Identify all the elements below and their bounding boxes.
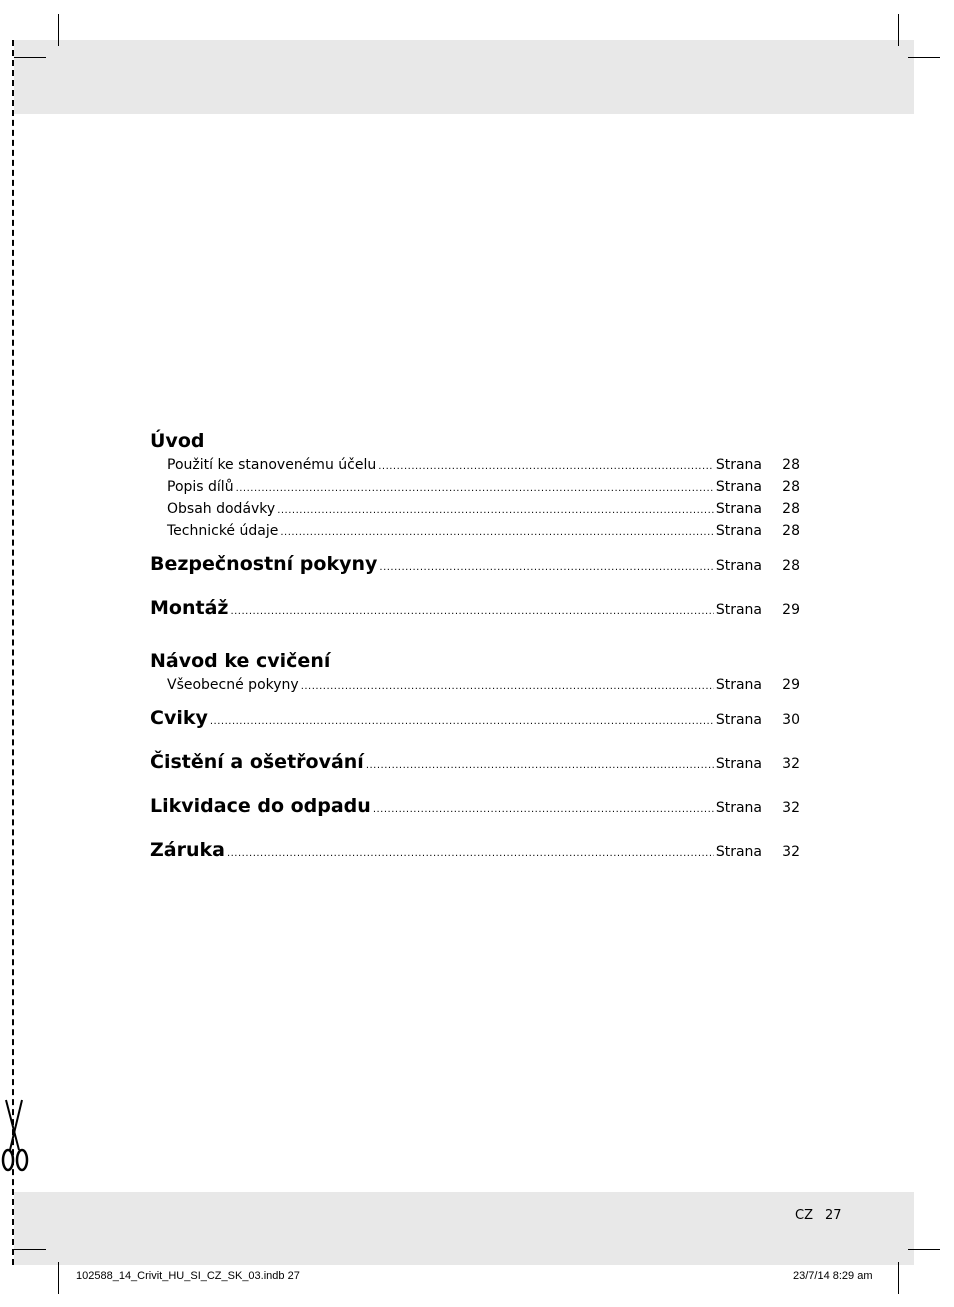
toc-heading-page: 30 (782, 712, 800, 728)
crop-mark (908, 1249, 940, 1250)
toc-entry-title: Použití ke stanovenému účelu (167, 457, 377, 473)
toc-heading-title: Bezpečnostní pokyny (150, 553, 378, 575)
leader-dots (373, 788, 714, 832)
scissors-icon (0, 1098, 30, 1176)
toc-heading-title: Montáž (150, 597, 229, 619)
toc-entry-title: Obsah dodávky (167, 501, 276, 517)
toc-entry-strana: Strana (715, 523, 762, 539)
toc-entry-page: 28 (782, 457, 800, 473)
toc-heading-strana: Strana (715, 602, 762, 618)
toc-heading-strana: Strana (715, 756, 762, 772)
toc-heading-title: Cviky (150, 707, 208, 729)
leader-dots (379, 546, 713, 590)
toc-entry[interactable] (150, 454, 800, 476)
toc-heading-cviky[interactable] (150, 696, 800, 740)
toc-entry-strana: Strana (715, 501, 762, 517)
crop-mark (908, 57, 940, 58)
crop-mark (898, 1262, 899, 1294)
toc-entry-title: Všeobecné pokyny (167, 677, 299, 693)
toc-heading-page: 32 (782, 756, 800, 772)
toc-heading-page: 29 (782, 602, 800, 618)
toc-heading-bezpecnostni-pokyny[interactable] (150, 542, 800, 586)
crop-mark (58, 1262, 59, 1294)
table-of-contents (150, 428, 800, 872)
toc-heading-page: 28 (782, 558, 800, 574)
toc-heading-strana: Strana (715, 844, 762, 860)
toc-entry-title: Popis dílů (167, 479, 234, 495)
toc-heading-strana: Strana (715, 800, 762, 816)
page-folio (795, 1208, 854, 1223)
toc-entry-page: 28 (782, 479, 800, 495)
toc-entry-page: 28 (782, 501, 800, 517)
toc-heading-title: Návod ke cvičení (150, 650, 331, 672)
crop-mark (58, 14, 59, 46)
toc-heading-uvod[interactable] (150, 428, 800, 454)
toc-entry[interactable] (150, 476, 800, 498)
toc-heading-title: Likvidace do odpadu (150, 795, 371, 817)
toc-heading-likvidace[interactable] (150, 784, 800, 828)
toc-entry[interactable] (150, 498, 800, 520)
toc-heading-strana: Strana (715, 712, 762, 728)
leader-dots (230, 590, 713, 634)
leader-dots (227, 832, 714, 876)
crop-mark (14, 1249, 46, 1250)
language-code: CZ (795, 1208, 813, 1223)
toc-entry[interactable] (150, 674, 800, 696)
toc-heading-strana: Strana (715, 558, 762, 574)
toc-heading-montaz[interactable] (150, 586, 800, 630)
leader-dots (301, 676, 714, 698)
toc-heading-page: 32 (782, 844, 800, 860)
crop-mark (898, 14, 899, 46)
leader-dots (210, 700, 714, 744)
toc-entry-title: Technické údaje (167, 523, 279, 539)
toc-heading-title: Čistění a ošetřování (150, 751, 364, 773)
toc-heading-cisteni[interactable] (150, 740, 800, 784)
toc-entry-page: 28 (782, 523, 800, 539)
leader-dots (277, 500, 714, 522)
leader-dots (280, 522, 713, 544)
leader-dots (236, 478, 714, 500)
toc-heading-title: Úvod (150, 430, 205, 452)
footer-band (14, 1192, 914, 1265)
leader-dots (366, 744, 714, 788)
imprint-file: 102588_14_Crivit_HU_SI_CZ_SK_03.indb 27 (76, 1270, 300, 1282)
toc-entry-page: 29 (782, 677, 800, 693)
page-number: 27 (824, 1208, 842, 1223)
dashed-cut-line (12, 40, 14, 1265)
toc-heading-title: Záruka (150, 839, 225, 861)
toc-heading-zaruka[interactable] (150, 828, 800, 872)
toc-entry[interactable] (150, 520, 800, 542)
toc-entry-strana: Strana (715, 677, 762, 693)
toc-heading-navod-ke-cviceni[interactable] (150, 648, 800, 674)
header-band (14, 40, 914, 114)
toc-entry-strana: Strana (715, 479, 762, 495)
leader-dots (378, 456, 714, 478)
toc-heading-page: 32 (782, 800, 800, 816)
imprint-date: 23/7/14 8:29 am (793, 1270, 873, 1282)
toc-entry-strana: Strana (715, 457, 762, 473)
crop-mark (14, 57, 46, 58)
